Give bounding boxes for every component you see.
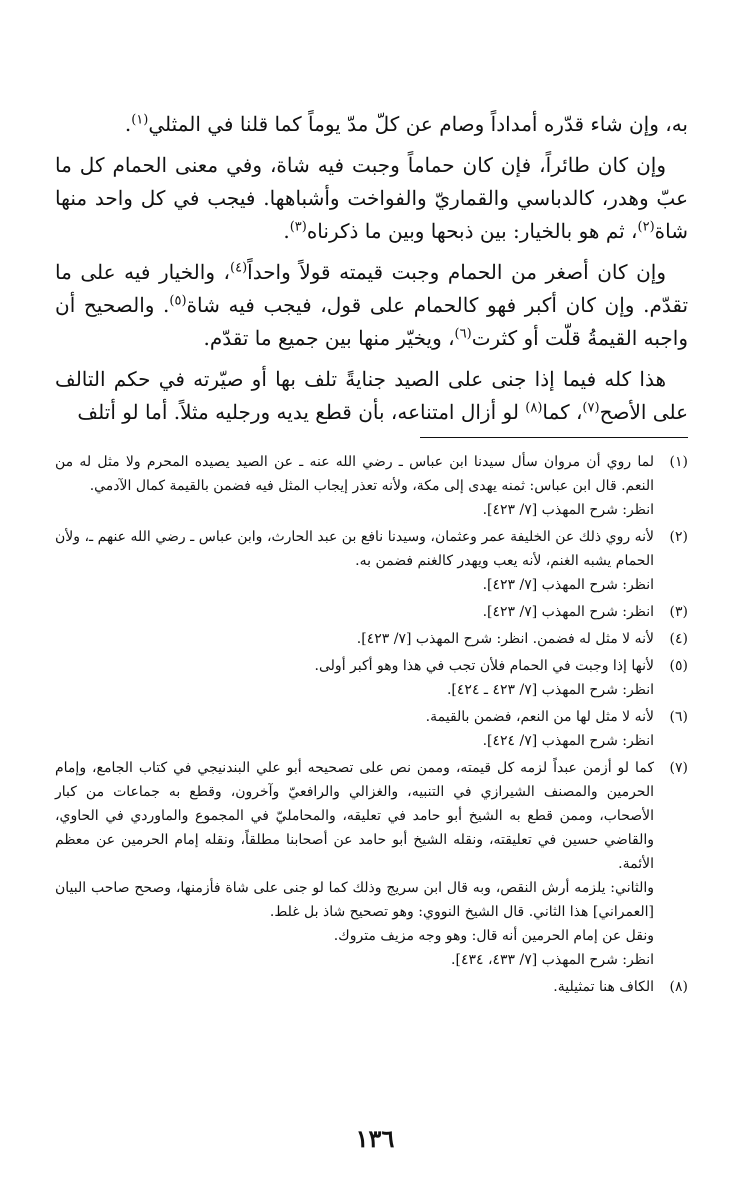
main-text bbox=[55, 108, 688, 429]
footnote-reference: (٦) bbox=[454, 326, 472, 342]
footnote-line: لأنها إذا وجبت في الحمام فلأن تجب في هذا وهو أكبر أولى. bbox=[314, 658, 654, 674]
footnote-number: (٥) bbox=[669, 658, 688, 674]
footnote-number: (٣) bbox=[669, 604, 688, 620]
footnote-line: انظر: شرح المهذب [٧/ ٤٢٣]. bbox=[482, 502, 654, 518]
footnote-body bbox=[55, 654, 654, 702]
paragraph bbox=[55, 149, 688, 248]
footnote-body bbox=[55, 756, 654, 972]
footnote bbox=[55, 450, 688, 522]
paragraph-text: وإن كان طائراً، فإن كان حماماً وجبت فيه شاة، وفي معنى الحمام كل ما عبّ وهدر، كالدباسي والقماريّ والفواخت وأشباهها. فيجب في كل واحد منها شاة bbox=[55, 153, 688, 243]
paragraph-text: ، ثم هو بالخيار: بين ذبحها وبين ما ذكرناه bbox=[306, 219, 638, 243]
paragraph bbox=[55, 363, 688, 429]
paragraph-text: هذا كله فيما إذا جنى على الصيد جنايةً تلف بها أو صيّرته في حكم التالف على الأصح bbox=[55, 367, 688, 424]
footnote bbox=[55, 627, 688, 651]
footnote-reference: (٧) bbox=[582, 400, 600, 416]
footnote-body bbox=[55, 450, 654, 522]
footnote-body bbox=[55, 627, 654, 651]
footnote-number: (٨) bbox=[669, 979, 688, 995]
paragraph bbox=[55, 256, 688, 355]
footnote bbox=[55, 705, 688, 753]
footnote-body bbox=[55, 600, 654, 624]
footnote-reference: (١) bbox=[131, 112, 149, 128]
footnote-body bbox=[55, 975, 654, 999]
footnote-line: انظر: شرح المهذب [٧/ ٤٣٣، ٤٣٤]. bbox=[451, 952, 654, 968]
footnote-number: (٧) bbox=[669, 760, 688, 776]
footnote bbox=[55, 756, 688, 972]
footnote-line: ونقل عن إمام الحرمين أنه قال: وهو وجه مزيف متروك. bbox=[333, 928, 654, 944]
footnote-number: (٦) bbox=[669, 709, 688, 725]
footnote-reference: (٢) bbox=[637, 219, 655, 235]
paragraph-text: لو أزال امتناعه، بأن قطع يديه ورجليه مثلاً. أما لو أتلف bbox=[77, 400, 526, 424]
footnote-line: انظر: شرح المهذب [٧/ ٤٢٣]. bbox=[482, 577, 654, 593]
footnote-reference: (٨) bbox=[525, 400, 543, 416]
paragraph-text: به، وإن شاء قدّره أمداداً وصام عن كلّ مدّ يوماً كما قلنا في المثلي bbox=[148, 112, 688, 136]
footnote-body bbox=[55, 525, 654, 597]
footnote bbox=[55, 525, 688, 597]
footnote-line: انظر: شرح المهذب [٧/ ٤٢٣ ـ ٤٢٤]. bbox=[446, 682, 654, 698]
page-number: ١٣٦ bbox=[355, 1124, 395, 1153]
paragraph bbox=[55, 108, 688, 141]
footnote-number: (٤) bbox=[669, 631, 688, 647]
footnote-number: (٢) bbox=[669, 529, 688, 545]
paragraph-text: ، كما bbox=[542, 400, 583, 424]
paragraph-text: . bbox=[283, 219, 290, 243]
paragraph-text: . والصحيح أن واجبه القيمةُ قلّت أو كثرت bbox=[55, 293, 688, 350]
footnote-line: لأنه روي ذلك عن الخليفة عمر وعثمان، وسيدنا نافع بن عبد الحارث، وابن عباس ـ رضي الله عنهم ـ، ولأن الحمام يشبه الغنم، لأنه يعب ويهدر كالغنم فضمن به. bbox=[55, 529, 654, 569]
paragraph-text: ، ويخيّر منها بين جميع ما تقدّم. bbox=[203, 326, 455, 350]
footnote-reference: (٤) bbox=[230, 260, 248, 276]
footnote-line: لأنه لا مثل لها من النعم، فضمن بالقيمة. bbox=[425, 709, 654, 725]
footnote-reference: (٥) bbox=[169, 293, 187, 309]
footnote bbox=[55, 654, 688, 702]
footnote-body bbox=[55, 705, 654, 753]
footnote-reference: (٣) bbox=[289, 219, 307, 235]
footnote-line: انظر: شرح المهذب [٧/ ٤٢٣]. bbox=[482, 604, 654, 620]
footnote-line: لأنه لا مثل له فضمن. انظر: شرح المهذب [٧/ ٤٢٣]. bbox=[356, 631, 654, 647]
footnote bbox=[55, 975, 688, 999]
footnote-number: (١) bbox=[669, 454, 688, 470]
paragraph-text: ، والخيار فيه على ما تقدّم. وإن كان أكبر فهو كالحمام على قول، فيجب فيه شاة bbox=[55, 260, 689, 317]
footnote-line: انظر: شرح المهذب [٧/ ٤٢٤]. bbox=[482, 733, 654, 749]
footnote-line: والثاني: يلزمه أرش النقص، وبه قال ابن سريج وذلك كما لو جنى على شاة فأزمنها، وصحح صاحب البيان [العمراني] هذا الثاني. قال الشيخ النووي: وهو تصحيح شاذ بل غلط. bbox=[55, 880, 654, 920]
footnote-line: كما لو أزمن عبداً لزمه كل قيمته، وممن نص على تصحيحه أبو علي البندنيجي في كتاب الجامع، وإمام الحرمين والمصنف الشيرازي في التنبيه، والغزالي والرافعيّ وآخرون، وقطع به جماعات من كبار الأصحاب، وممن قطع به الشيخ أبو حامد في تعليقه، والمحامليّ في المجموع والماوردي في الحاوي، والقاضي حسين في تعليقته، ونقله الشيخ أبو حامد عن أصحابنا مطلقاً، ونقله إمام الحرمين عن معظم الأئمة. bbox=[55, 760, 654, 872]
footnote bbox=[55, 600, 688, 624]
footnote-line: الكاف هنا تمثيلية. bbox=[553, 979, 654, 995]
paragraph-text: وإن كان أصغر من الحمام وجبت قيمته قولاً واحداً bbox=[247, 260, 666, 284]
footnote-separator bbox=[420, 437, 688, 438]
paragraph-text: . bbox=[124, 112, 132, 136]
footnotes bbox=[55, 450, 688, 999]
footnote-line: لما روي أن مروان سأل سيدنا ابن عباس ـ رضي الله عنه ـ عن الصيد يصيده المحرم ولا مثل له من النعم. قال ابن عباس: ثمنه يهدى إلى مكة، ولأنه تعذر إيجاب المثل فيه فضمن بالقيمة كمال الآدمي. bbox=[55, 454, 654, 494]
